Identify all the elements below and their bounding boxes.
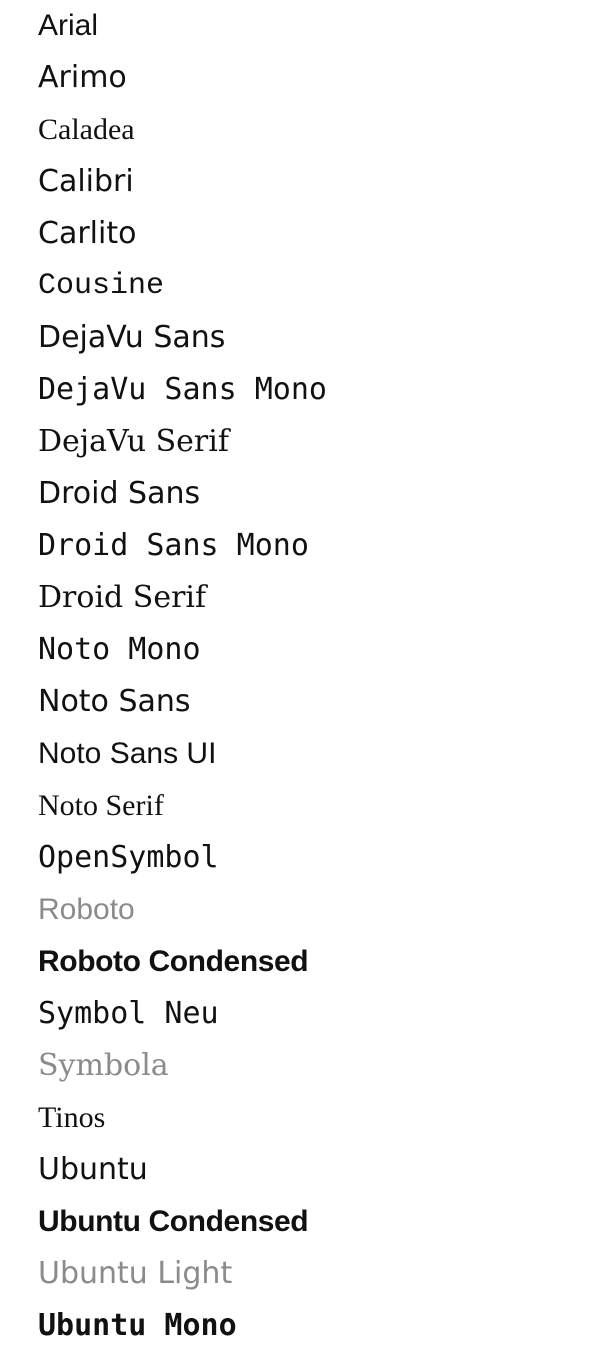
font-list-item[interactable]: Carlito	[38, 216, 137, 251]
font-list-item[interactable]: Cousine	[38, 269, 165, 303]
font-list-item[interactable]: DejaVu Serif	[38, 424, 229, 459]
font-list-item[interactable]: Droid Sans Mono	[38, 528, 309, 563]
font-list-item[interactable]: DejaVu Sans Mono	[38, 372, 327, 407]
font-list-item[interactable]: Roboto	[38, 893, 135, 926]
font-list-item[interactable]: Droid Serif	[38, 580, 207, 615]
font-list-item[interactable]: OpenSymbol	[38, 840, 219, 875]
font-list-item[interactable]: DejaVu Sans	[38, 320, 226, 355]
font-list-item[interactable]: Ubuntu Mono	[38, 1308, 237, 1343]
font-list-item[interactable]: Noto Sans	[38, 684, 191, 719]
font-list-item[interactable]: Roboto Condensed	[38, 945, 309, 978]
font-list-item[interactable]: Symbola	[38, 1048, 169, 1083]
font-list-item[interactable]: Ubuntu Light	[38, 1256, 233, 1291]
font-list-item[interactable]: Ubuntu Condensed	[38, 1205, 309, 1238]
font-list-item[interactable]: Droid Sans	[38, 476, 201, 511]
font-list-item[interactable]: Ubuntu	[38, 1152, 148, 1187]
font-list-item[interactable]: Arimo	[38, 60, 127, 95]
font-list-item[interactable]: Caladea	[38, 113, 135, 146]
font-list-item[interactable]: Tinos	[38, 1101, 106, 1134]
font-list-item[interactable]: Noto Serif	[38, 789, 164, 822]
font-list-item[interactable]: Arial	[38, 9, 99, 42]
font-list-item[interactable]: Noto Sans UI	[38, 737, 217, 770]
font-list-item[interactable]: Noto Mono	[38, 632, 201, 667]
font-list-item[interactable]: Symbol Neu	[38, 996, 219, 1031]
font-list-item[interactable]: Calibri	[38, 164, 134, 199]
